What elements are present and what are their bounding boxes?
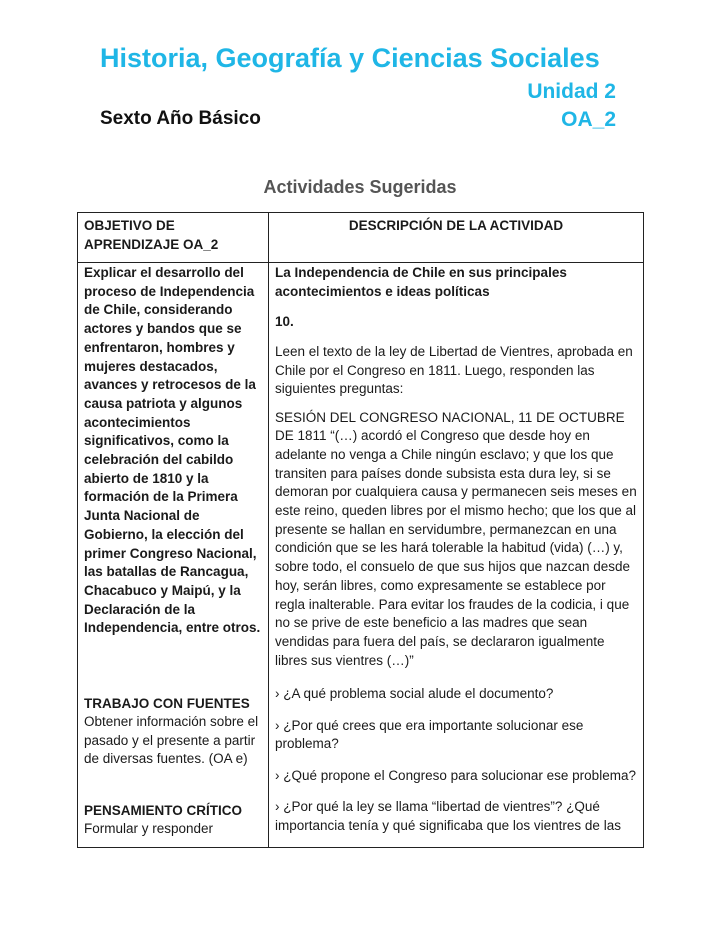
activity-number: 10. (275, 314, 294, 329)
skill-block (84, 802, 264, 839)
question-item: › ¿A qué problema social alude el documento? (275, 686, 554, 701)
skill-block (84, 695, 264, 769)
objective-cell (84, 264, 264, 638)
oa-code: OA_2 (561, 108, 616, 131)
activity-intro: Leen el texto de la ley de Libertad de Vientres, aprobada en Chile por el Congreso en 1811. Luego, responden las siguientes preguntas: (275, 344, 633, 396)
source-quote: SESIÓN DEL CONGRESO NACIONAL, 11 DE OCTUBRE DE 1811 “(…) acordó el Congreso que desde hoy en adelante no venga a Chile ningún esclavo; y que los que transiten para países donde subsista esta dura ley, si se demoran por cualquiera causa y permanecen seis meses en este reino, queden libres por el mismo hecho; que los que al presente se hallan en servidumbre, permanezcan en una condición que se les hará tolerable la habitud (vida) (…) y, sobre todo, el consuelo de que sus hijos que nazcan desde hoy, serán libres, como expresamente se establece por regla inalterable. Para evitar los fraudes de la codicia, i que no se prive de este beneficio a las madres que sean vendidas para fuera del país, se declararon igualmente libres sus vientres (…)” (275, 409, 637, 668)
description-column-header: DESCRIPCIÓN DE LA ACTIVIDAD (348, 218, 564, 233)
objective-text: Explicar el desarrollo del proceso de Independencia de Chile, considerando actores y bandos que se enfrentaron, hombres y mujeres destacados, avances y retrocesos de la causa patriota y algunos acontecimientos significativos, como la celebración del cabildo abierto de 1810 y la formación de la Primera Junta Nacional de Gobierno, la elección del primer Congreso Nacional, las batallas de Rancagua, Chacabuco y Maipú, y la Declaración de la Independencia, entre otros. (84, 265, 261, 636)
column-divider (268, 213, 269, 847)
question-item: › ¿Por qué crees que era importante solucionar ese problema? (275, 717, 584, 751)
section-title: Actividades Sugeridas (263, 177, 457, 197)
subject-title: Historia, Geografía y Ciencias Sociales (100, 43, 600, 73)
header-divider (78, 262, 643, 263)
activity-cell (275, 264, 639, 670)
activity-table (77, 212, 644, 848)
skill-title: PENSAMIENTO CRÍTICO (84, 803, 243, 818)
skill-description: Obtener información sobre el pasado y el presente a partir de diversas fuentes. (OA e) (84, 714, 259, 766)
question-item: › ¿Por qué la ley se llama “libertad de vientres”? ¿Qué importancia tenía y qué significaba que los vientres de las (275, 799, 621, 833)
activity-title: La Independencia de Chile en sus principales acontecimientos e ideas políticas (275, 265, 567, 299)
skill-description: Formular y responder (84, 821, 214, 836)
question-item: › ¿Qué propone el Congreso para solucionar ese problema? (275, 767, 636, 783)
objective-column-header: OBJETIVO DE APRENDIZAJE OA_2 (84, 218, 219, 252)
skill-title: TRABAJO CON FUENTES (84, 696, 250, 711)
question-list (275, 685, 641, 848)
grade-label: Sexto Año Básico (100, 108, 261, 129)
unit-label: Unidad 2 (527, 80, 616, 103)
